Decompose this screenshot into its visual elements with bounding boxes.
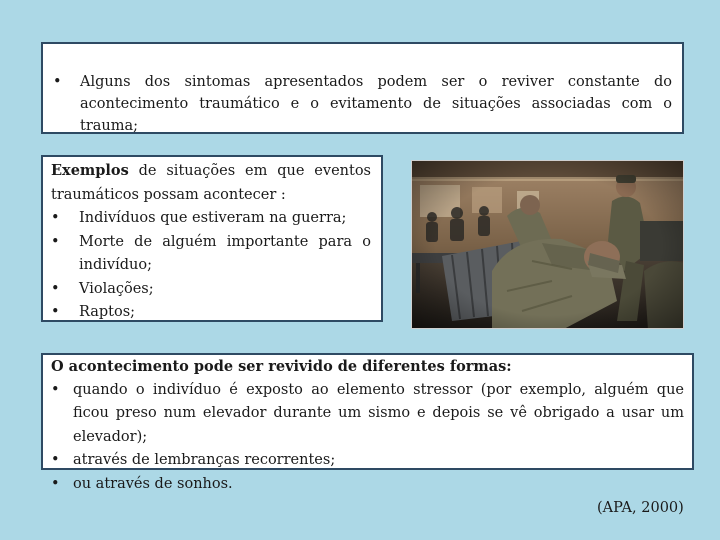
symptoms-text: Alguns dos sintomas apresentados podem ser o reviver constante do acontecimento traumático e o evitamento de situações associadas com o trauma;	[80, 74, 672, 134]
examples-list	[51, 207, 371, 325]
list-item	[51, 449, 684, 473]
bullet-marker: •	[51, 233, 60, 250]
list-item-text: Violações;	[79, 280, 154, 297]
soldiers-photo-illustration	[412, 161, 684, 329]
examples-intro-text: de situações em que eventos traumáticos possam acontecer :	[51, 163, 371, 203]
list-item	[51, 278, 371, 302]
examples-heading: Exemplos	[51, 162, 129, 179]
bullet-marker: •	[51, 210, 60, 226]
list-item	[51, 379, 684, 450]
bullet-marker: •	[51, 452, 60, 468]
list-item-text: ou através de sonhos.	[73, 475, 233, 492]
list-item-text: quando o indivíduo é exposto ao elemento stressor (por exemplo, alguém que ficou preso num elevador durante um sismo e depois se vê obrigado a usar um elevador);	[73, 381, 684, 445]
list-item	[51, 207, 371, 231]
citation: (APA, 2000)	[597, 500, 684, 516]
list-item-text: através de lembranças recorrentes;	[73, 452, 336, 468]
relive-list	[51, 379, 684, 497]
list-item	[51, 473, 684, 497]
bullet-marker: •	[51, 475, 60, 492]
bullet-marker: •	[51, 280, 60, 297]
list-item	[51, 231, 371, 278]
bullet-marker: •	[51, 381, 60, 398]
list-item	[51, 301, 371, 325]
list-item-text: Raptos;	[79, 304, 136, 320]
relive-heading: O acontecimento pode ser revivido de diferentes formas:	[51, 358, 512, 375]
relive-box	[41, 353, 694, 492]
symptoms-box	[41, 42, 684, 134]
bullet-marker: •	[51, 304, 60, 320]
soldiers-photo	[411, 160, 684, 329]
symptoms-bullet-item	[53, 71, 672, 137]
bullet-marker: •	[53, 74, 62, 90]
list-item-text: Indivíduos que estiveram na guerra;	[79, 210, 347, 226]
examples-box	[41, 155, 383, 322]
list-item-text: Morte de alguém importante para o indivíduo;	[79, 233, 371, 273]
examples-intro	[51, 159, 371, 207]
